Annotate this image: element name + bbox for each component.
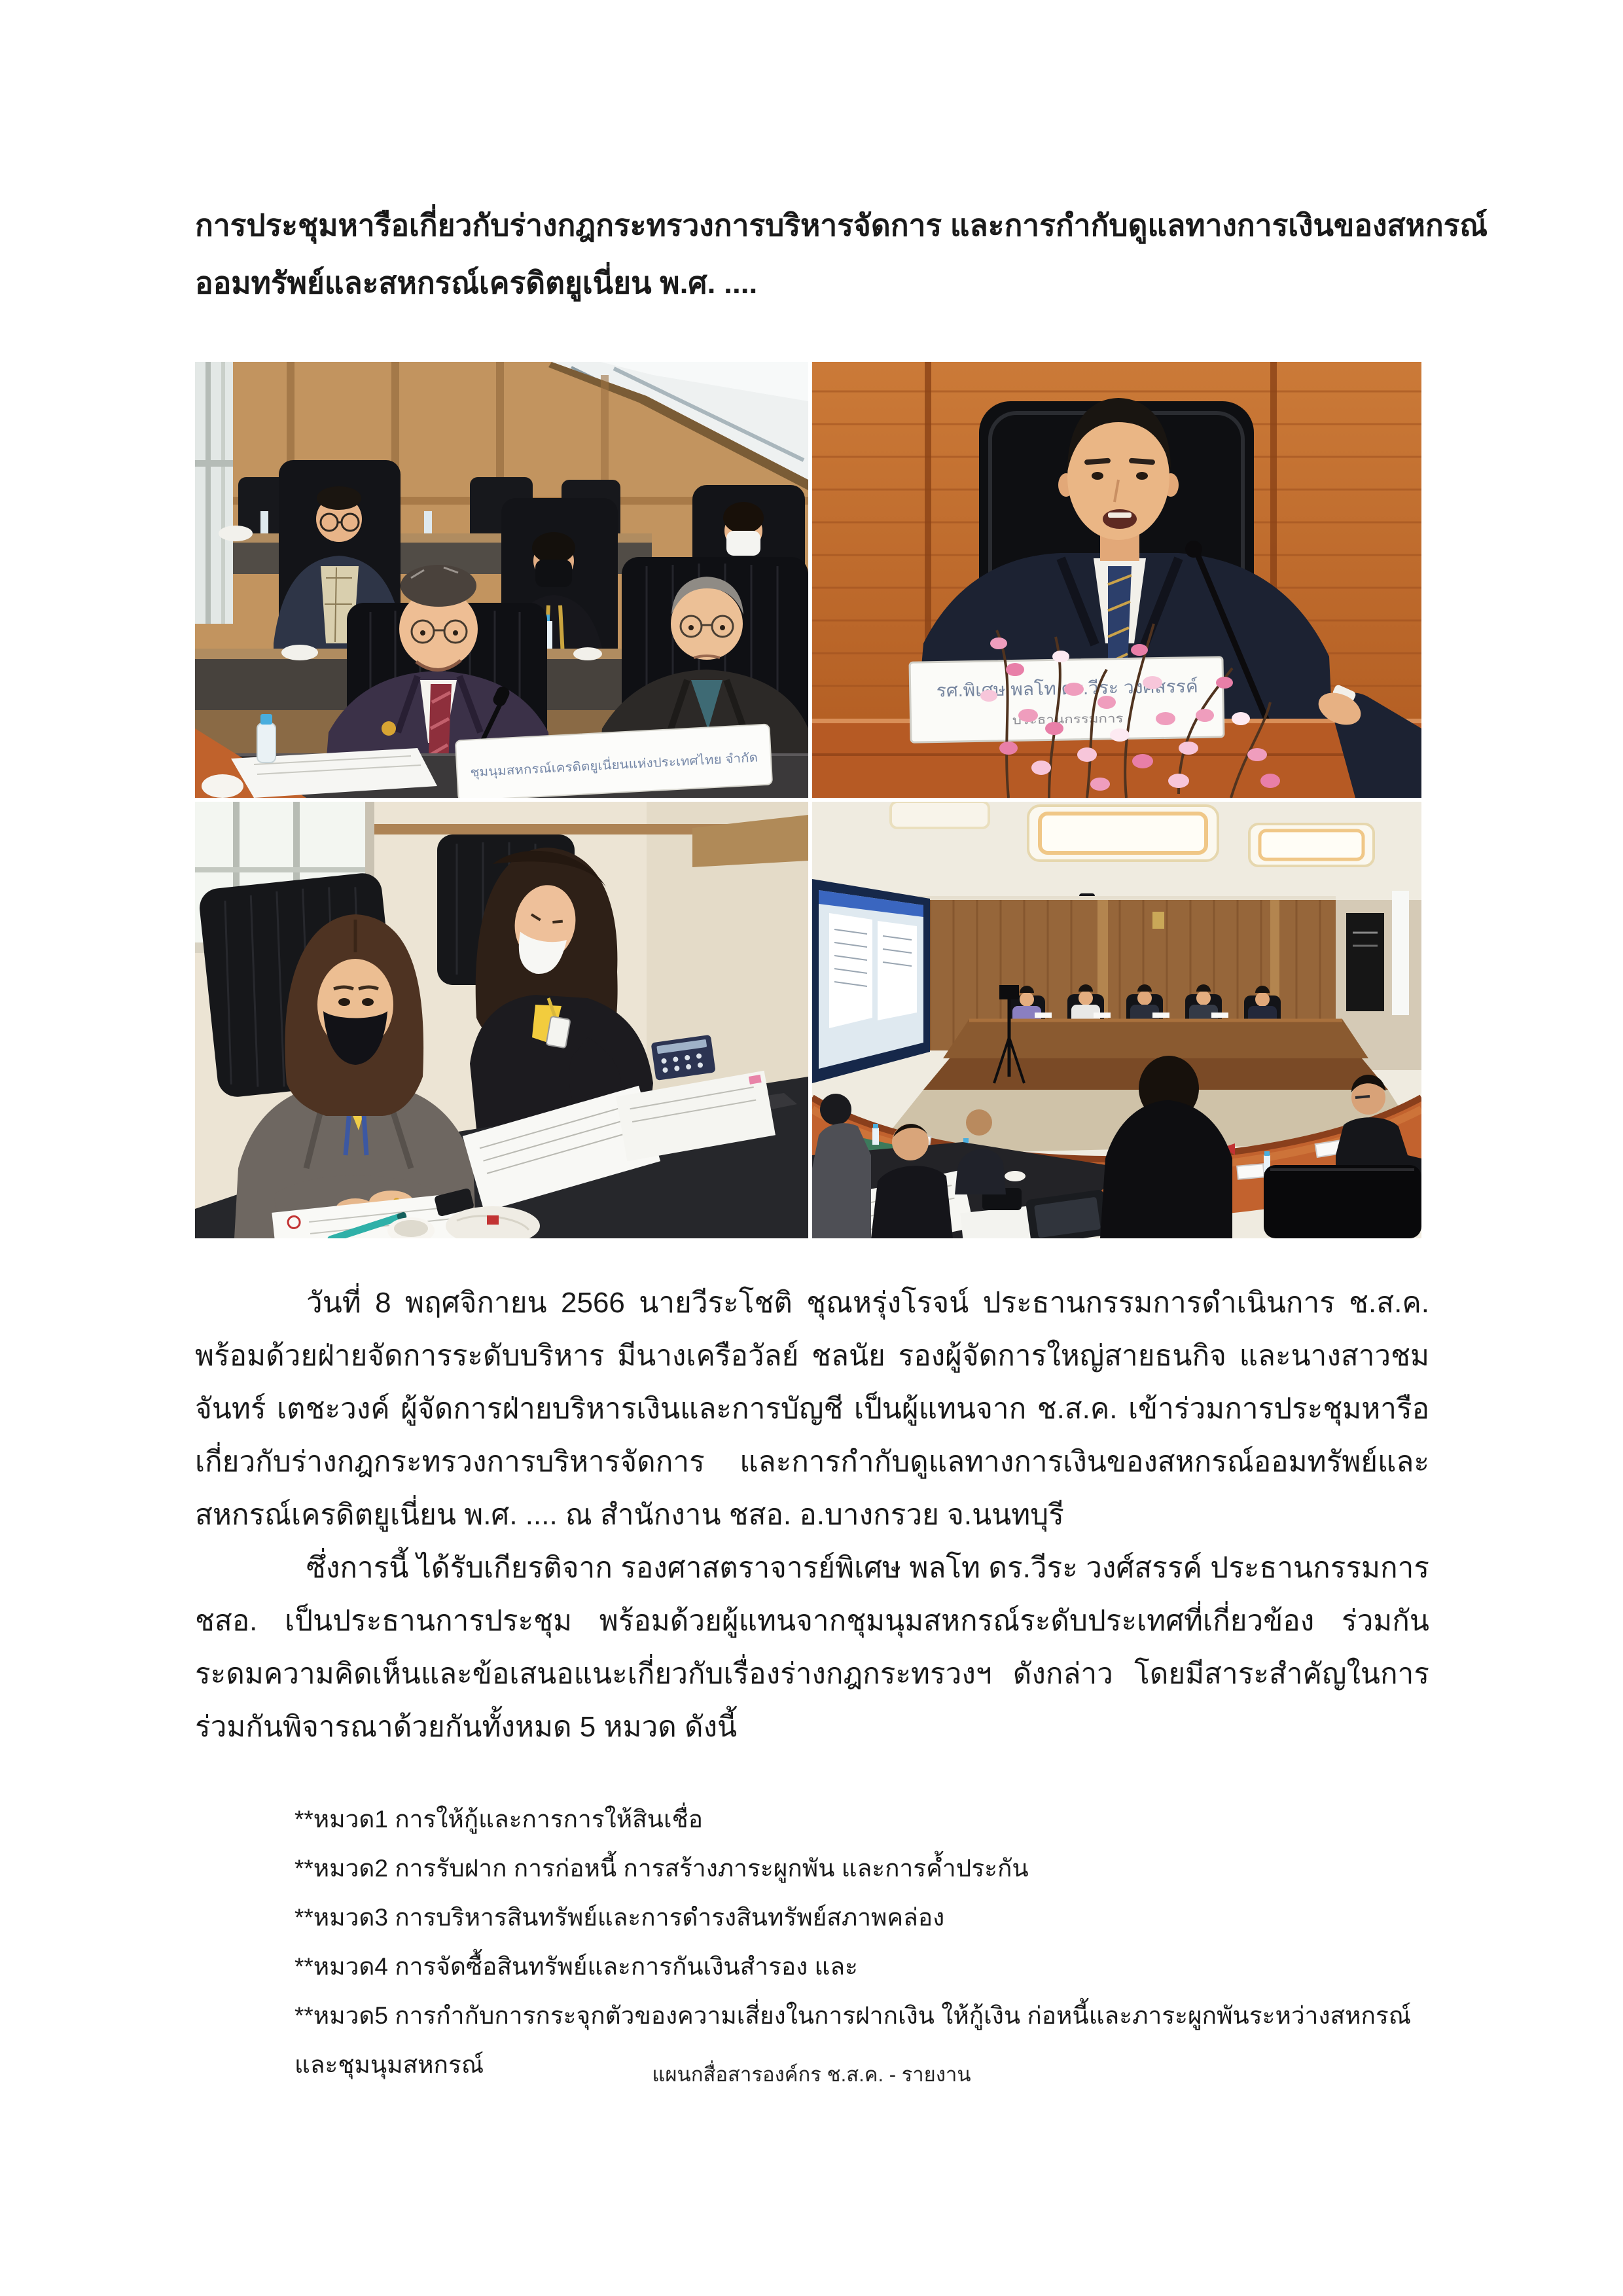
page-footer: แผนกสื่อสารองค์กร ช.ส.ค. - รายงาน bbox=[652, 2063, 971, 2086]
list-item-chapter-4: **หมวด4 การจัดซื้อสินทรัพย์และการกันเงินสำรอง และ bbox=[294, 1953, 858, 1980]
photo-grid bbox=[195, 362, 1421, 1238]
body-text bbox=[195, 1276, 1429, 1753]
photo-staff-signing bbox=[195, 802, 808, 1238]
projection-screen bbox=[812, 879, 930, 1083]
list-item-chapter-5: **หมวด5 การกำกับการกระจุกตัวของความเสี่ยงในการฝากเงิน ให้กู้เงิน ก่อหนี้และภาระผูกพันระหว่างสหกรณ์และชุมนุมสหกรณ์ bbox=[294, 2002, 1412, 2078]
photo-meeting-closeup bbox=[195, 362, 808, 798]
page-title-line-1: การประชุมหารือเกี่ยวกับร่างกฎกระทรวงการบริหารจัดการ และการกำกับดูแลทางการเงินของสหกรณ์ bbox=[195, 208, 1488, 242]
list-item-chapter-2: **หมวด2 การรับฝาก การก่อหนี้ การสร้างภาระผูกพัน และการค้ำประกัน bbox=[294, 1855, 1029, 1882]
photo-meeting-closeup-image bbox=[195, 362, 808, 798]
paragraph-2: ซึ่งการนี้ ได้รับเกียรติจาก รองศาสตราจารย์พิเศษ พลโท ดร.วีระ วงศ์สรรค์ ประธานกรรมการ ชสอ. เป็นประธานการประชุม พร้อมด้วยผู้แทนจากชุมนุมสหกรณ์ระดับประเทศที่เกี่ยวข้อง ร่วมกัน ระดมความคิดเห็นและข้อเสนอแนะเกี่ยวกับเรื่องร่างกฎกระทรวงฯ ดังกล่าว โดยมีสาระสำคัญในการร่วมกันพิจารณาด้วยกันทั้งหมด 5 หมวด ดังนี้ bbox=[195, 1552, 1429, 1743]
list-item-chapter-3: **หมวด3 การบริหารสินทรัพย์และการดำรงสินทรัพย์สภาพคล่อง bbox=[294, 1904, 945, 1931]
chapter-list bbox=[294, 1795, 1433, 2089]
photo-chairman-speaking-image bbox=[812, 362, 1421, 798]
photo-meeting-room-wide-image bbox=[812, 802, 1421, 1238]
photo-chairman-speaking bbox=[812, 362, 1421, 798]
nameplate-chairman-name: รศ.พิเศษ พลโท ดร.วีระ วงศ์สรรค์ bbox=[936, 676, 1187, 701]
nameplate-chairman-title: ประธานกรรมการ bbox=[1012, 712, 1102, 727]
page-title-line-2: ออมทรัพย์และสหกรณ์เครดิตยูเนี่ยน พ.ศ. .... bbox=[195, 266, 758, 300]
list-item-chapter-1: **หมวด1 การให้กู้และการการให้สินเชื่อ bbox=[294, 1806, 703, 1833]
photo-staff-signing-image bbox=[195, 802, 808, 1238]
nameplate-chairman bbox=[910, 657, 1224, 742]
paragraph-1: วันที่ 8 พฤศจิกายน 2566 นายวีระโชติ ชุณหรุ่งโรจน์ ประธานกรรมการดำเนินการ ช.ส.ค. พร้อมด้วยฝ่ายจัดการระดับบริหาร มีนางเครือวัลย์ ชลนัย รองผู้จัดการใหญ่สายธนกิจ และนางสาวชมจันทร์ เตชะวงค์ ผู้จัดการฝ่ายบริหารเงินและการบัญชี เป็นผู้แทนจาก ช.ส.ค. เข้าร่วมการประชุมหารือเกี่ยวกับร่างกฎกระทรวงการบริหารจัดการ และการกำกับดูแลทางการเงินของสหกรณ์ออมทรัพย์และสหกรณ์เครดิตยูเนี่ยน พ.ศ. .... ณ สำนักงาน ชสอ. อ.บางกรวย จ.นนทบุรี bbox=[195, 1287, 1429, 1531]
nameplate-delegation-text: ชุมนุมสหกรณ์เครดิตยูเนี่ยนแห่งประเทศไทย จำกัด bbox=[469, 752, 736, 780]
photo-meeting-room-wide bbox=[812, 802, 1421, 1238]
page-title bbox=[195, 196, 1488, 312]
